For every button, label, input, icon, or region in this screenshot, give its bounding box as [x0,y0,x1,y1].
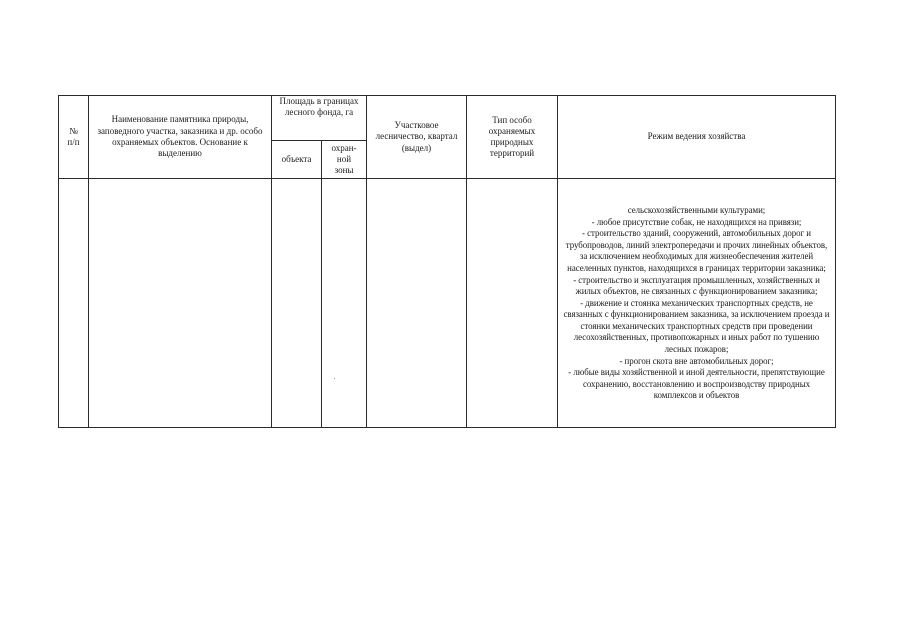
header-area-object-label: объекта [281,153,312,164]
scan-speck [334,378,335,379]
header-number-label: № п/п [67,125,80,147]
cell-name [89,179,272,428]
header-area [272,96,367,141]
header-forest [367,96,467,179]
cell-type [467,179,558,428]
cell-regime [558,179,836,428]
header-area-zone-label: охран- ной зоны [331,142,357,176]
table-row [59,179,836,428]
header-row-main [59,96,836,141]
header-area-label: Площадь в границах лесного фонда, га [279,96,359,117]
cell-number [59,179,89,428]
header-area-zone [322,141,367,179]
header-name [89,96,272,179]
header-regime [558,96,836,179]
header-regime-label: Режим ведения хозяйства [647,131,746,142]
header-type [467,96,558,179]
cell-forest [367,179,467,428]
cell-area-object [272,179,322,428]
header-forest-label: Участковое лесничество, квартал (выдел) [375,120,458,153]
cell-area-zone [322,179,367,428]
regime-text: сельскохозяйственными культурами; - любое присутствие собак, не находящихся на привязи; - строительство зданий, сооружений, автомобильных дорог и трубопроводов, линий электропередачи и прочих линейных объектов, за исключением необходимых для жизнеобеспечения жителей населенных пунктов, находящихся в границах территории заказника; - строительство и эксплуатация промышленных, хозяйственных и жилых объектов, не связанных с функционированием заказника; - движение и стоянка механических транспортных средств, не связанных с функционированием заказника, за исключением проезда и стоянки механических транспортных средств при проведении лесохозяйственных, противопожарных и иных работ по тушению лесных пожаров; - прогон скота вне автомобильных дорог; - любые виды хозяйственной и иной деятельности, препятствующие сохранению, восстановлению и воспроизводству природных комплексов и объектов [563,204,830,401]
header-name-label: Наименование памятника природы, заповедного участка, заказника и др. особо охраняемых объектов. Основание к выделению [97,114,263,159]
header-type-label: Тип особо охраняемых природных территорий [488,114,536,159]
protected-areas-table [58,95,836,428]
header-number [59,96,89,179]
header-area-object [272,141,322,179]
